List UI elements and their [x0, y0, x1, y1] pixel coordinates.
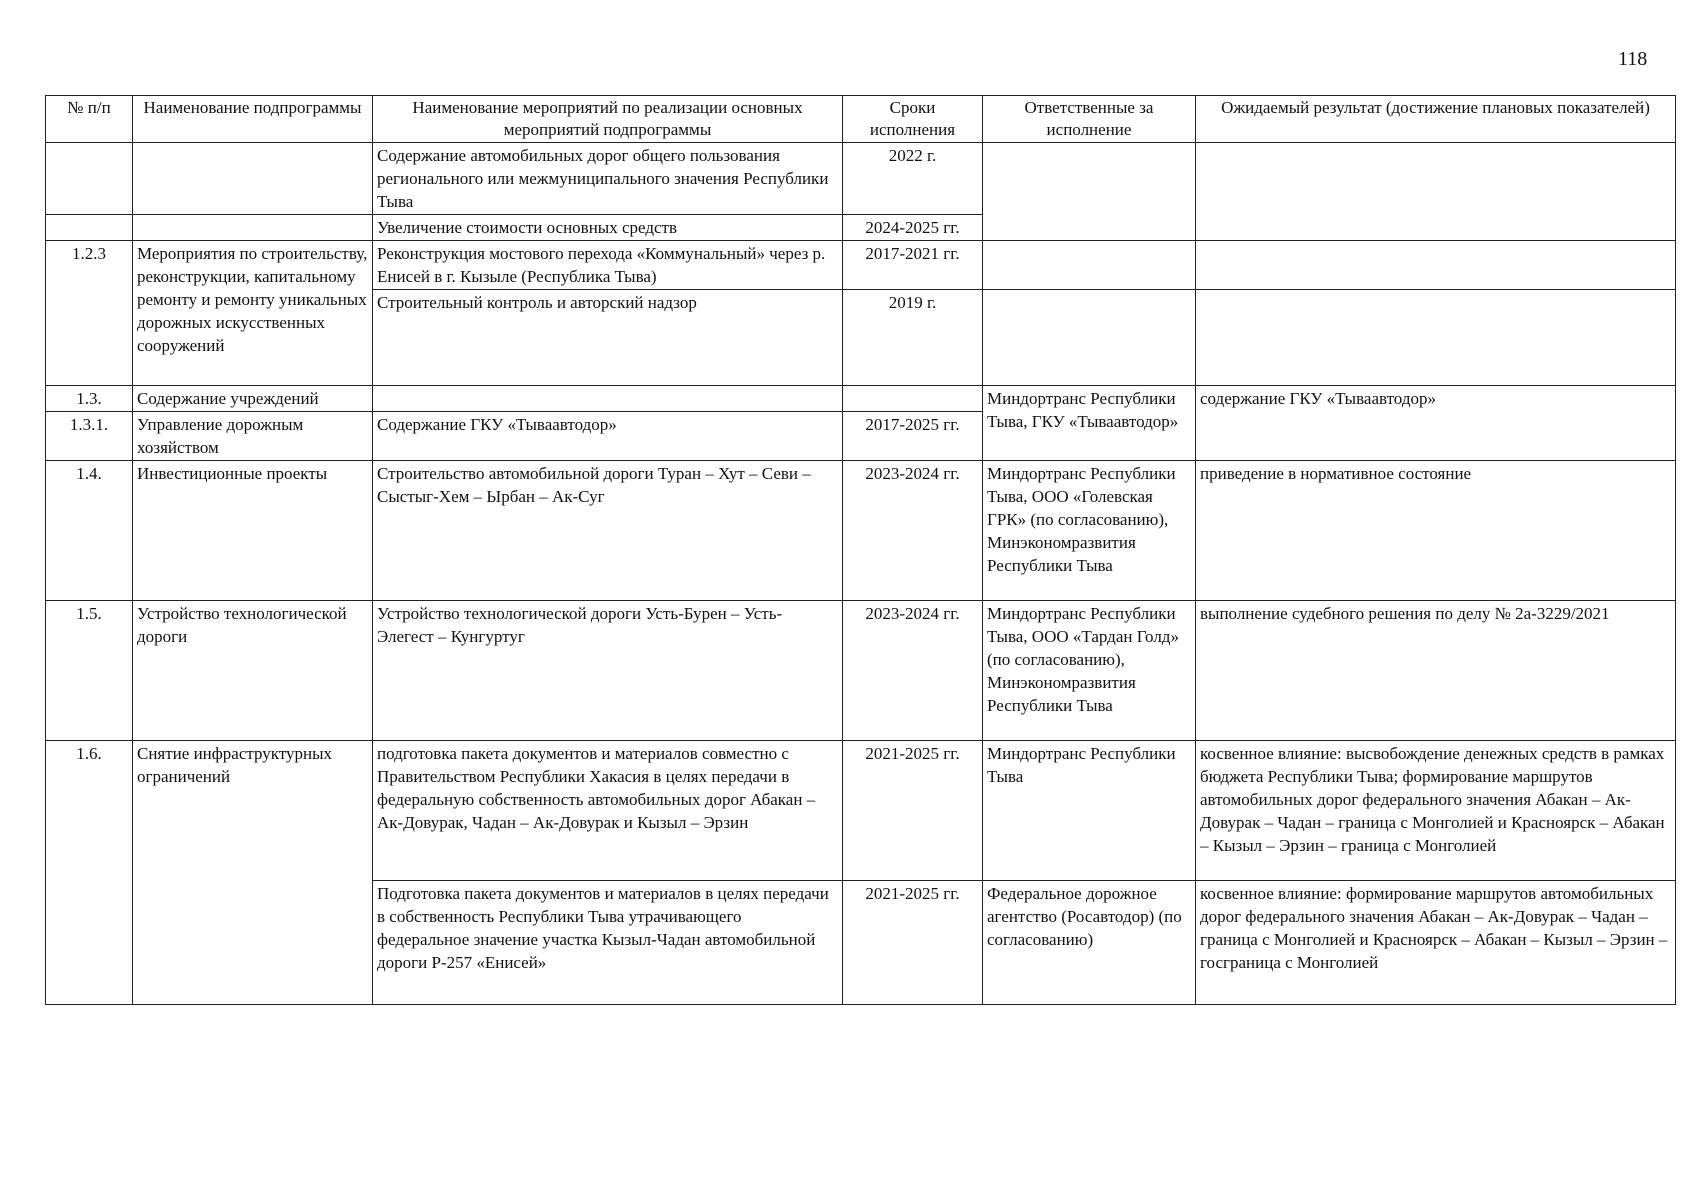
- cell-subprogram: Мероприятия по строительству, реконструкции, капитальному ремонту и ремонту уникальных дорожных искусственных сооружений: [133, 241, 373, 386]
- header-terms: Сроки исполнения: [843, 96, 983, 143]
- cell-result: [1196, 241, 1676, 290]
- cell-term: 2017-2021 гг.: [843, 241, 983, 290]
- cell-activity: Строительство автомобильной дороги Туран – Хут – Севи – Сыстыг-Хем – Ырбан – Ак-Суг: [373, 461, 843, 601]
- table-row: [46, 461, 1676, 601]
- cell-num: 1.2.3: [46, 241, 133, 386]
- cell-activity: Подготовка пакета документов и материалов в целях передачи в собственность Республики Тыва утрачивающего федеральное значение участка Кызыл-Чадан автомобильной дороги Р-257 «Енисей»: [373, 881, 843, 1005]
- table-row: [46, 386, 1676, 412]
- table-row: [46, 143, 1676, 215]
- cell-term: 2021-2025 гг.: [843, 741, 983, 881]
- cell-activity: подготовка пакета документов и материалов совместно с Правительством Республики Хакасия в целях передачи в федеральную собственность автомобильных дорог Абакан – Ак-Довурак, Чадан – Ак-Довурак и Кызыл – Эрзин: [373, 741, 843, 881]
- cell-num: 1.5.: [46, 601, 133, 741]
- cell-result: косвенное влияние: формирование маршрутов автомобильных дорог федерального значения Абакан – Ак-Довурак – Чадан – граница с Монголией и Красноярск – Абакан – Кызыл – Эрзин – госграница с Монголией: [1196, 881, 1676, 1005]
- cell-subprogram: Инвестиционные проекты: [133, 461, 373, 601]
- cell-term: 2017-2025 гг.: [843, 412, 983, 461]
- cell-subprogram: Управление дорожным хозяйством: [133, 412, 373, 461]
- table-row: [46, 601, 1676, 741]
- cell-subprogram: Устройство технологической дороги: [133, 601, 373, 741]
- cell-term: [843, 386, 983, 412]
- cell-responsible: Миндортранс Республики Тыва, ГКУ «Тываавтодор»: [983, 386, 1196, 461]
- cell-num: [46, 143, 133, 215]
- cell-responsible: [983, 290, 1196, 386]
- cell-result: выполнение судебного решения по делу № 2а-3229/2021: [1196, 601, 1676, 741]
- cell-responsible: [983, 143, 1196, 241]
- cell-term: 2021-2025 гг.: [843, 881, 983, 1005]
- header-num: № п/п: [46, 96, 133, 143]
- cell-subprogram: [133, 143, 373, 215]
- cell-responsible: Миндортранс Республики Тыва: [983, 741, 1196, 881]
- cell-result: приведение в нормативное состояние: [1196, 461, 1676, 601]
- table-header-row: [46, 96, 1676, 143]
- cell-num: 1.3.: [46, 386, 133, 412]
- cell-subprogram: Снятие инфраструктурных ограничений: [133, 741, 373, 1005]
- cell-responsible: Миндортранс Республики Тыва, ООО «Голевская ГРК» (по согласованию), Минэкономразвития Республики Тыва: [983, 461, 1196, 601]
- cell-responsible: Федеральное дорожное агентство (Росавтодор) (по согласованию): [983, 881, 1196, 1005]
- table-row: [46, 241, 1676, 290]
- cell-activity: Увеличение стоимости основных средств: [373, 215, 843, 241]
- cell-result: [1196, 290, 1676, 386]
- cell-num: 1.4.: [46, 461, 133, 601]
- cell-responsible: Миндортранс Республики Тыва, ООО «Тардан Голд» (по согласованию), Минэкономразвития Республики Тыва: [983, 601, 1196, 741]
- cell-num: [46, 215, 133, 241]
- cell-subprogram: [133, 215, 373, 241]
- cell-term: 2023-2024 гг.: [843, 601, 983, 741]
- cell-responsible: [983, 241, 1196, 290]
- cell-activity: Устройство технологической дороги Усть-Бурен – Усть-Элегест – Кунгуртуг: [373, 601, 843, 741]
- header-activities: Наименование мероприятий по реализации основных мероприятий подпрограммы: [373, 96, 843, 143]
- cell-term: 2023-2024 гг.: [843, 461, 983, 601]
- cell-activity: Реконструкция мостового перехода «Коммунальный» через р. Енисей в г. Кызыле (Республика Тыва): [373, 241, 843, 290]
- subprogram-activities-table: [45, 95, 1676, 1005]
- cell-term: 2019 г.: [843, 290, 983, 386]
- cell-activity: Содержание ГКУ «Тываавтодор»: [373, 412, 843, 461]
- header-result: Ожидаемый результат (достижение плановых показателей): [1196, 96, 1676, 143]
- cell-num: 1.6.: [46, 741, 133, 1005]
- cell-num: 1.3.1.: [46, 412, 133, 461]
- cell-result: содержание ГКУ «Тываавтодор»: [1196, 386, 1676, 461]
- cell-term: 2022 г.: [843, 143, 983, 215]
- page-number: 118: [1618, 48, 1648, 70]
- cell-term: 2024-2025 гг.: [843, 215, 983, 241]
- cell-result: косвенное влияние: высвобождение денежных средств в рамках бюджета Республики Тыва; формирование маршрутов автомобильных дорог федерального значения Абакан – Ак-Довурак – Чадан – граница с Монголией и Красноярск – Абакан – Кызыл – Эрзин – граница с Монголией: [1196, 741, 1676, 881]
- header-subprogram: Наименование подпрограммы: [133, 96, 373, 143]
- cell-subprogram: Содержание учреждений: [133, 386, 373, 412]
- header-responsible: Ответственные за исполнение: [983, 96, 1196, 143]
- cell-activity: [373, 386, 843, 412]
- cell-result: [1196, 143, 1676, 241]
- cell-activity: Содержание автомобильных дорог общего пользования регионального или межмуниципального значения Республики Тыва: [373, 143, 843, 215]
- cell-activity: Строительный контроль и авторский надзор: [373, 290, 843, 386]
- table-row: [46, 741, 1676, 881]
